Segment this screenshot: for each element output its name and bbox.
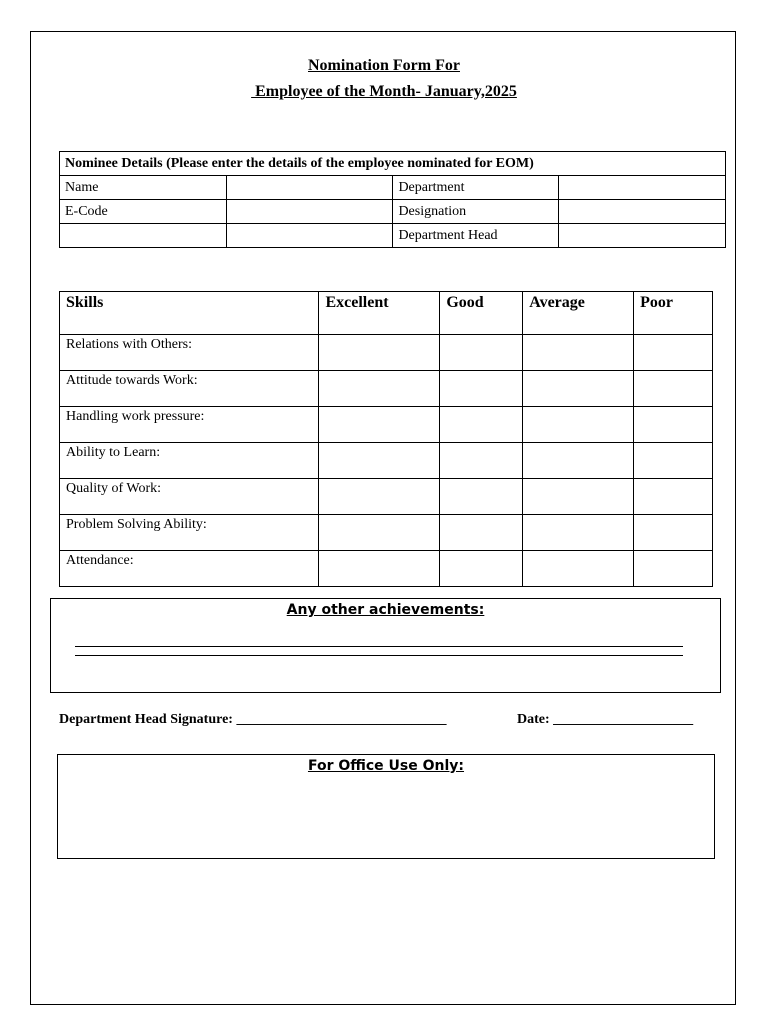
- rating-cell-good[interactable]: [440, 371, 523, 407]
- blank-label-cell[interactable]: [60, 224, 227, 248]
- skill-label: Problem Solving Ability:: [60, 515, 319, 551]
- rating-cell-average[interactable]: [523, 443, 634, 479]
- rating-cell-average[interactable]: [523, 551, 634, 587]
- department-head-label: Department Head: [393, 224, 559, 248]
- office-use-box: [57, 754, 715, 859]
- name-field[interactable]: [226, 176, 393, 200]
- rating-cell-excellent[interactable]: [319, 371, 440, 407]
- rating-cell-poor[interactable]: [634, 407, 713, 443]
- rating-cell-excellent[interactable]: [319, 479, 440, 515]
- table-row: [60, 371, 713, 407]
- achievements-line[interactable]: [75, 646, 683, 647]
- rating-cell-average[interactable]: [523, 515, 634, 551]
- department-field[interactable]: [559, 176, 726, 200]
- table-row: [60, 224, 726, 248]
- rating-cell-good[interactable]: [440, 443, 523, 479]
- designation-field[interactable]: [559, 200, 726, 224]
- skill-label: Attendance:: [60, 551, 319, 587]
- nominee-details-heading: Nominee Details (Please enter the details of the employee nominated for EOM): [60, 152, 726, 176]
- skills-header-row: [60, 292, 713, 335]
- name-label: Name: [60, 176, 227, 200]
- skills-rating-table: [59, 291, 713, 587]
- table-row: [60, 443, 713, 479]
- rating-cell-poor[interactable]: [634, 443, 713, 479]
- achievements-box: [50, 598, 721, 693]
- table-row: [60, 551, 713, 587]
- rating-cell-good[interactable]: [440, 335, 523, 371]
- rating-cell-excellent[interactable]: [319, 335, 440, 371]
- rating-cell-average[interactable]: [523, 335, 634, 371]
- skill-label: Attitude towards Work:: [60, 371, 319, 407]
- rating-cell-good[interactable]: [440, 479, 523, 515]
- column-header-average: Average: [523, 292, 634, 335]
- achievements-heading: Any other achievements:: [286, 602, 485, 618]
- table-row: [60, 200, 726, 224]
- column-header-skills: Skills: [60, 292, 319, 335]
- rating-cell-good[interactable]: [440, 515, 523, 551]
- rating-cell-excellent[interactable]: [319, 443, 440, 479]
- table-row: [60, 515, 713, 551]
- blank-field[interactable]: [226, 224, 393, 248]
- table-row: [60, 479, 713, 515]
- table-row: [60, 407, 713, 443]
- skill-label: Ability to Learn:: [60, 443, 319, 479]
- rating-cell-poor[interactable]: [634, 335, 713, 371]
- rating-cell-poor[interactable]: [634, 515, 713, 551]
- department-label: Department: [393, 176, 559, 200]
- rating-cell-good[interactable]: [440, 551, 523, 587]
- rating-cell-poor[interactable]: [634, 479, 713, 515]
- department-head-field[interactable]: [559, 224, 726, 248]
- rating-cell-average[interactable]: [523, 407, 634, 443]
- rating-cell-excellent[interactable]: [319, 407, 440, 443]
- office-use-heading: For Office Use Only:: [307, 758, 465, 774]
- nominee-details-table: [59, 151, 726, 248]
- nominee-header-row: [60, 152, 726, 176]
- table-row: [60, 335, 713, 371]
- table-row: [60, 176, 726, 200]
- rating-cell-good[interactable]: [440, 407, 523, 443]
- skill-label: Quality of Work:: [60, 479, 319, 515]
- form-title: Nomination Form For: [308, 57, 460, 74]
- ecode-field[interactable]: [226, 200, 393, 224]
- skill-label: Relations with Others:: [60, 335, 319, 371]
- rating-cell-average[interactable]: [523, 371, 634, 407]
- achievements-line[interactable]: [75, 655, 683, 656]
- column-header-poor: Poor: [634, 292, 713, 335]
- rating-cell-poor[interactable]: [634, 551, 713, 587]
- rating-cell-excellent[interactable]: [319, 551, 440, 587]
- rating-cell-poor[interactable]: [634, 371, 713, 407]
- skill-label: Handling work pressure:: [60, 407, 319, 443]
- column-header-good: Good: [440, 292, 523, 335]
- date-field[interactable]: Date: ____________________: [517, 712, 694, 727]
- form-subtitle: Employee of the Month- January,2025: [251, 83, 517, 100]
- designation-label: Designation: [393, 200, 559, 224]
- rating-cell-average[interactable]: [523, 479, 634, 515]
- column-header-excellent: Excellent: [319, 292, 440, 335]
- rating-cell-excellent[interactable]: [319, 515, 440, 551]
- department-head-signature-field[interactable]: Department Head Signature: ______________________________: [59, 712, 447, 727]
- ecode-label: E-Code: [60, 200, 227, 224]
